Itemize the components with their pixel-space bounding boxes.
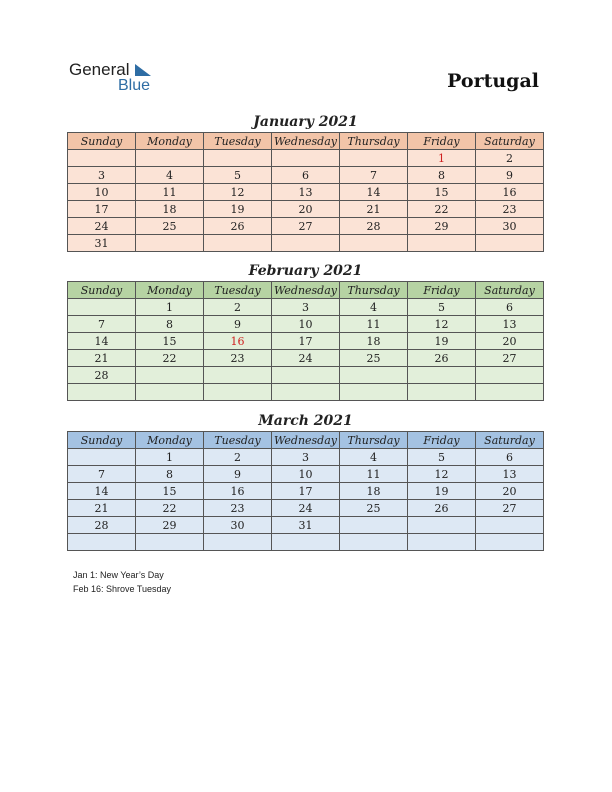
day-cell: 18 (136, 201, 204, 218)
day-cell (204, 534, 272, 551)
day-cell (476, 235, 544, 252)
day-cell: 7 (340, 167, 408, 184)
day-cell (204, 150, 272, 167)
weekday-header: Thursday (340, 432, 408, 449)
day-cell: 27 (476, 350, 544, 367)
day-cell: 16 (204, 333, 272, 350)
day-cell (272, 235, 340, 252)
logo-triangle-icon (135, 62, 151, 76)
day-cell (476, 517, 544, 534)
day-cell: 2 (204, 299, 272, 316)
day-cell: 31 (272, 517, 340, 534)
calendar-table (67, 281, 544, 401)
day-cell: 4 (340, 449, 408, 466)
day-cell (136, 534, 204, 551)
day-cell (476, 367, 544, 384)
day-cell: 22 (136, 350, 204, 367)
day-cell (340, 517, 408, 534)
day-cell: 13 (476, 466, 544, 483)
day-cell (272, 534, 340, 551)
weekday-header: Sunday (68, 282, 136, 299)
week-row (68, 299, 544, 316)
day-cell (340, 367, 408, 384)
day-cell: 28 (68, 517, 136, 534)
weekday-header: Tuesday (204, 432, 272, 449)
day-cell: 12 (408, 466, 476, 483)
day-cell: 9 (204, 316, 272, 333)
day-cell: 16 (204, 483, 272, 500)
day-cell: 15 (136, 333, 204, 350)
day-cell: 19 (204, 201, 272, 218)
day-cell: 13 (272, 184, 340, 201)
day-cell: 5 (408, 299, 476, 316)
day-cell: 1 (136, 449, 204, 466)
week-row (68, 316, 544, 333)
day-cell (68, 150, 136, 167)
logo (69, 60, 169, 96)
month-march (67, 411, 544, 551)
logo-general-text: General (69, 60, 130, 79)
day-cell (68, 534, 136, 551)
day-cell (136, 367, 204, 384)
day-cell (204, 384, 272, 401)
day-cell: 30 (476, 218, 544, 235)
day-cell (408, 235, 476, 252)
month-title: March 2021 (258, 413, 353, 429)
week-row (68, 384, 544, 401)
week-row (68, 150, 544, 167)
day-cell: 10 (272, 316, 340, 333)
holiday-note: Feb 16: Shrove Tuesday (73, 584, 172, 594)
day-cell (272, 384, 340, 401)
day-cell: 5 (408, 449, 476, 466)
day-cell: 25 (136, 218, 204, 235)
day-cell (136, 384, 204, 401)
day-cell: 24 (68, 218, 136, 235)
week-row (68, 333, 544, 350)
day-cell: 17 (272, 333, 340, 350)
day-cell: 4 (340, 299, 408, 316)
day-cell (476, 534, 544, 551)
weekday-header: Monday (136, 133, 204, 150)
day-cell (204, 367, 272, 384)
calendar-table (67, 132, 544, 252)
day-cell: 18 (340, 483, 408, 500)
day-cell: 24 (272, 500, 340, 517)
day-cell: 11 (340, 316, 408, 333)
day-cell (136, 235, 204, 252)
week-row (68, 350, 544, 367)
day-cell: 20 (272, 201, 340, 218)
day-cell: 11 (340, 466, 408, 483)
day-cell: 19 (408, 333, 476, 350)
day-cell (340, 150, 408, 167)
day-cell (204, 235, 272, 252)
day-cell: 16 (476, 184, 544, 201)
logo-blue-text: Blue (118, 77, 151, 94)
weekday-header: Tuesday (204, 282, 272, 299)
day-cell: 8 (136, 466, 204, 483)
day-cell: 22 (408, 201, 476, 218)
day-cell: 8 (408, 167, 476, 184)
weekday-header: Wednesday (272, 282, 340, 299)
day-cell: 6 (272, 167, 340, 184)
day-cell (340, 384, 408, 401)
day-cell: 9 (476, 167, 544, 184)
day-cell: 23 (476, 201, 544, 218)
weekday-header: Sunday (68, 133, 136, 150)
weekday-header: Friday (408, 282, 476, 299)
day-cell: 6 (476, 449, 544, 466)
day-cell: 27 (272, 218, 340, 235)
day-cell: 29 (408, 218, 476, 235)
month-title: January 2021 (253, 114, 358, 130)
weekday-header: Wednesday (272, 133, 340, 150)
weekday-header: Saturday (476, 432, 544, 449)
day-cell (408, 384, 476, 401)
day-cell (272, 367, 340, 384)
day-cell: 8 (136, 316, 204, 333)
day-cell: 10 (68, 184, 136, 201)
day-cell (68, 449, 136, 466)
week-row (68, 517, 544, 534)
day-cell: 14 (340, 184, 408, 201)
country-title: Portugal (447, 70, 539, 92)
day-cell: 3 (272, 449, 340, 466)
weekday-header-row (68, 133, 544, 150)
day-cell: 2 (204, 449, 272, 466)
day-cell (68, 384, 136, 401)
day-cell: 14 (68, 483, 136, 500)
weekday-header: Wednesday (272, 432, 340, 449)
day-cell: 20 (476, 483, 544, 500)
day-cell: 17 (68, 201, 136, 218)
day-cell: 10 (272, 466, 340, 483)
day-cell: 25 (340, 350, 408, 367)
day-cell: 18 (340, 333, 408, 350)
day-cell (340, 534, 408, 551)
day-cell: 9 (204, 466, 272, 483)
day-cell: 19 (408, 483, 476, 500)
day-cell: 7 (68, 466, 136, 483)
calendar-table (67, 431, 544, 551)
weekday-header: Saturday (476, 133, 544, 150)
day-cell: 23 (204, 500, 272, 517)
day-cell: 27 (476, 500, 544, 517)
week-row (68, 218, 544, 235)
weekday-header-row (68, 432, 544, 449)
day-cell: 12 (204, 184, 272, 201)
day-cell: 13 (476, 316, 544, 333)
weekday-header: Tuesday (204, 133, 272, 150)
weekday-header: Monday (136, 432, 204, 449)
day-cell: 15 (408, 184, 476, 201)
day-cell: 3 (68, 167, 136, 184)
week-row (68, 235, 544, 252)
weekday-header: Saturday (476, 282, 544, 299)
day-cell: 26 (408, 500, 476, 517)
day-cell: 4 (136, 167, 204, 184)
weekday-header: Sunday (68, 432, 136, 449)
day-cell: 25 (340, 500, 408, 517)
weekday-header-row (68, 282, 544, 299)
holiday-note: Jan 1: New Year’s Day (73, 570, 164, 580)
day-cell: 5 (204, 167, 272, 184)
week-row (68, 367, 544, 384)
day-cell: 24 (272, 350, 340, 367)
day-cell (136, 150, 204, 167)
weekday-header: Friday (408, 133, 476, 150)
day-cell: 14 (68, 333, 136, 350)
day-cell: 3 (272, 299, 340, 316)
day-cell: 1 (136, 299, 204, 316)
day-cell: 29 (136, 517, 204, 534)
day-cell: 17 (272, 483, 340, 500)
day-cell: 26 (408, 350, 476, 367)
day-cell (476, 384, 544, 401)
day-cell: 21 (340, 201, 408, 218)
day-cell: 21 (68, 500, 136, 517)
day-cell (272, 150, 340, 167)
day-cell: 6 (476, 299, 544, 316)
day-cell (68, 299, 136, 316)
weekday-header: Monday (136, 282, 204, 299)
day-cell: 1 (408, 150, 476, 167)
day-cell: 26 (204, 218, 272, 235)
day-cell (340, 235, 408, 252)
day-cell: 2 (476, 150, 544, 167)
day-cell (408, 367, 476, 384)
week-row (68, 201, 544, 218)
week-row (68, 500, 544, 517)
day-cell: 23 (204, 350, 272, 367)
holiday-notes (73, 568, 171, 596)
week-row (68, 466, 544, 483)
week-row (68, 167, 544, 184)
day-cell (408, 534, 476, 551)
week-row (68, 184, 544, 201)
day-cell: 11 (136, 184, 204, 201)
day-cell: 31 (68, 235, 136, 252)
day-cell: 21 (68, 350, 136, 367)
day-cell: 28 (68, 367, 136, 384)
day-cell: 20 (476, 333, 544, 350)
week-row (68, 534, 544, 551)
month-february (67, 261, 544, 401)
day-cell: 15 (136, 483, 204, 500)
day-cell: 30 (204, 517, 272, 534)
day-cell: 12 (408, 316, 476, 333)
weekday-header: Thursday (340, 282, 408, 299)
day-cell: 7 (68, 316, 136, 333)
week-row (68, 449, 544, 466)
weekday-header: Thursday (340, 133, 408, 150)
week-row (68, 483, 544, 500)
day-cell (408, 517, 476, 534)
month-title: February 2021 (248, 263, 363, 279)
day-cell: 22 (136, 500, 204, 517)
weekday-header: Friday (408, 432, 476, 449)
day-cell: 28 (340, 218, 408, 235)
month-january (67, 112, 544, 252)
